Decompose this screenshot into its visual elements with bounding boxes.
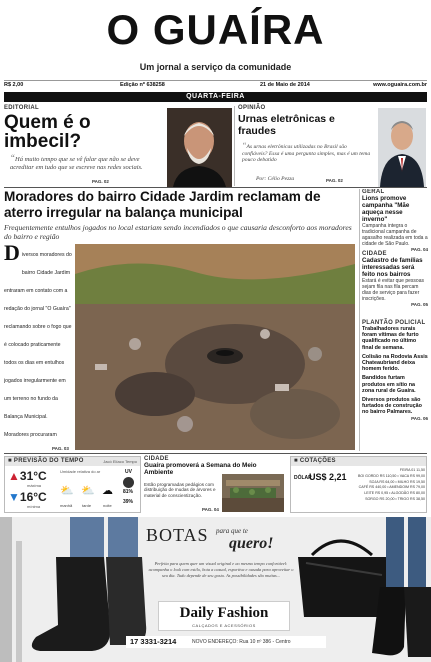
sun-cloud-icon: ⛅ (81, 485, 95, 497)
quotes-list (353, 468, 425, 503)
edition-info-bar (4, 80, 427, 90)
page-ref: PAG. 06 (411, 415, 428, 421)
uv-value: 39% (123, 499, 134, 505)
ad-copy: Perfeita para quem quer um visual original e ao mesmo tempo confortável: acompanha o look com estilo, bota a casual, esportiva e ousada para aproveitar o seu dia. Tudo depende de seu gosto. As possibilidades são muitas... (148, 561, 294, 578)
quotes-box (290, 456, 427, 513)
edition-date: 21 de Maio de 2014 (260, 82, 310, 88)
day-label-afternoon: tarde (82, 503, 92, 508)
seedlings-photo (222, 474, 284, 512)
temperature-min-value: 16°C (19, 490, 47, 504)
weather-box (4, 456, 141, 513)
temperature-max (8, 469, 47, 483)
section-label (294, 458, 336, 464)
newspaper-tagline: Um jornal a serviço da comunidade (139, 62, 292, 72)
section-label: CIDADE (362, 251, 387, 257)
price: R$ 2,00 (4, 82, 24, 88)
arrow-up-icon: ▲ (8, 469, 20, 483)
brand-logo-box (158, 601, 290, 631)
quote-row: FEIRA 01 11,50 (399, 468, 425, 472)
landfill-photo (75, 244, 355, 450)
section-label: GERAL (362, 189, 385, 195)
day-label-morning: manhã (60, 503, 73, 508)
weather-location: Jacó Elíaco Tempo (103, 459, 137, 464)
max-label: máxima (27, 483, 42, 488)
right-story-title[interactable]: Lions promove campanha "Mãe aqueça nesse inverno" (362, 195, 410, 223)
brand-name: Daily Fashion (179, 605, 269, 621)
dollar-value: US$ 2,21 (309, 472, 347, 482)
main-headline[interactable]: Moradores do bairro Cidade Jardim reclamam de aterro irregular na balança municipal (4, 189, 321, 220)
min-label: mínima (27, 504, 41, 509)
weekday-bar: QUARTA-FEIRA (4, 92, 427, 102)
opinion-headline[interactable]: Urnas eletrônicas e fraudes (238, 113, 335, 137)
right-column (362, 189, 428, 451)
opinion-quote-text: As urnas eletrônicas utilizadas no Brasil são confiáveis? Essa é uma pergunta simples, mas é um tema pouco debatido (242, 144, 371, 164)
website-link[interactable]: www.oguaira.com.br (373, 82, 427, 88)
dropcap: D (4, 243, 20, 265)
quote-row: BOI GORDO RS 110,50 • VACA RS 99,00 (357, 473, 425, 478)
temperature-min (8, 490, 47, 504)
quote-row: CAFÉ RS 440,00 • AMENDOIM RS 79,00 (358, 485, 425, 490)
quote-mark-icon: “ (10, 153, 16, 163)
section-label: CIDADE (144, 456, 169, 462)
editorial-quote-text: Há muito tempo que se vê falar que não se deve acreditar em tudo que se escreve nas redes sociais. (10, 156, 143, 171)
main-story-text: iversos moradores do bairro Cidade Jardim entraram em contato com a redação do jornal "O Guaíra" reclamando sobre o fogo que é colocado praticamente todos os dias em entulhos jogados irregularmente em um terreno no fundo da Balança Municipal. Moradores procuraram (4, 252, 72, 438)
editorial-block[interactable] (4, 105, 232, 187)
section-label: OPINIÃO (238, 105, 266, 111)
day-label-night: noite (103, 503, 112, 508)
police-item[interactable]: Trabalhadores rurais foram vítimas de furto qualificado no último final de semana. (362, 326, 419, 351)
police-item[interactable]: Bandidos furtam produtos em sítio na zona rural de Guaíra. (362, 375, 416, 394)
quote-row: LEITE RS 0,95 • ALGODÃO RS 80,00 (364, 491, 425, 496)
city-box-text: Estão programadas pedágios com distribuição de mudas de árvores e material de conscientização. (144, 482, 216, 498)
ad-address: NOVO ENDEREÇO: Rua 10 nº 386 - Centro (192, 639, 291, 645)
main-deck: Frequentemente entulhos jogados no local estariam sendo incendiados o que causaria desconforto aos moradores do bairro e região (4, 223, 352, 241)
right-story-title[interactable]: Cadastro de famílias interessadas será feito nos bairros (362, 257, 423, 278)
sun-cloud-icon: ⛅ (60, 485, 74, 497)
right-story-2[interactable] (362, 251, 428, 307)
right-story-1[interactable] (362, 189, 428, 252)
police-item[interactable]: Colisão na Rodovia Assis Chateaubriand deixa homem ferido. (362, 353, 428, 373)
humidity-value: 81% (123, 489, 134, 495)
page-ref: PAG. 02 (92, 179, 109, 184)
police-block[interactable] (362, 320, 428, 421)
edition-number: Edição nº 638258 (120, 82, 165, 88)
arrow-down-icon: ▼ (8, 490, 20, 504)
quote-row: SORGO RS 20,00 • TRIGO RS 38,50 (365, 496, 425, 501)
boots-advertisement[interactable] (0, 517, 431, 662)
brand-subtitle: CALÇADOS E ACESSÓRIOS (192, 623, 256, 628)
temperature-max-value: 31°C (19, 469, 47, 483)
weather-section-text: PREVISÃO DO TEMPO (13, 458, 84, 464)
ad-headline-accent: quero! (229, 535, 274, 552)
page-ref: PAG. 02 (326, 178, 343, 183)
opinion-block[interactable] (238, 105, 427, 187)
uv-label: UV (125, 469, 132, 475)
page-ref: PAG. 04 (202, 507, 219, 512)
city-box-title[interactable]: Guaíra promoverá a Semana do Meio Ambiente (144, 462, 257, 477)
page-ref: PAG. 05 (411, 302, 428, 307)
ad-headline-small: para que te (216, 527, 248, 535)
section-label: PLANTÃO POLICIAL (362, 320, 426, 326)
right-story-text: Estará é evitar que pessoas sejam fila nas fila percam dias de serviço para fazer inscrições. (362, 278, 424, 302)
opinion-quote (242, 143, 372, 164)
city-box[interactable] (144, 456, 286, 513)
contact-bar (126, 636, 326, 648)
section-label: EDITORIAL (4, 105, 39, 111)
police-item[interactable]: Diversos produtos são furtados de construção no bairro Palmares. (362, 397, 422, 416)
dollar-label: DÓLAR (294, 475, 312, 481)
humidity-label: Umidade relativa do ar (60, 469, 101, 474)
quote-mark-icon: “ (242, 141, 247, 150)
ad-headline-main: BOTAS (146, 525, 209, 545)
opinion-author-photo (378, 108, 426, 187)
quotes-square-icon: ■ (294, 458, 300, 464)
right-story-text: Campanha integra o tradicional campanha de agasalho realizada em toda a cidade de São Paulo. (362, 223, 428, 247)
main-story-body (4, 243, 72, 449)
weather-square-icon: ■ (8, 458, 14, 464)
editorial-author-photo (167, 108, 232, 187)
editorial-headline[interactable]: Quem é o imbecil? (4, 112, 91, 152)
quotes-section-text: COTAÇÕES (299, 458, 336, 464)
cloud-icon: ☁ (102, 485, 113, 497)
ad-phone[interactable]: 17 3331-3214 (130, 637, 177, 646)
page-ref: PAG. 03 (52, 446, 69, 451)
opinion-author: Por: Célio Pezza (256, 176, 295, 182)
section-label (8, 458, 84, 464)
newspaper-title: O GUAÍRA (106, 6, 325, 53)
masthead (0, 0, 431, 78)
page-ref: PAG. 04 (411, 247, 428, 252)
quote-row: SOJA RS 64,00 • MILHO RS 19,50 (369, 479, 425, 484)
editorial-quote (10, 155, 165, 171)
